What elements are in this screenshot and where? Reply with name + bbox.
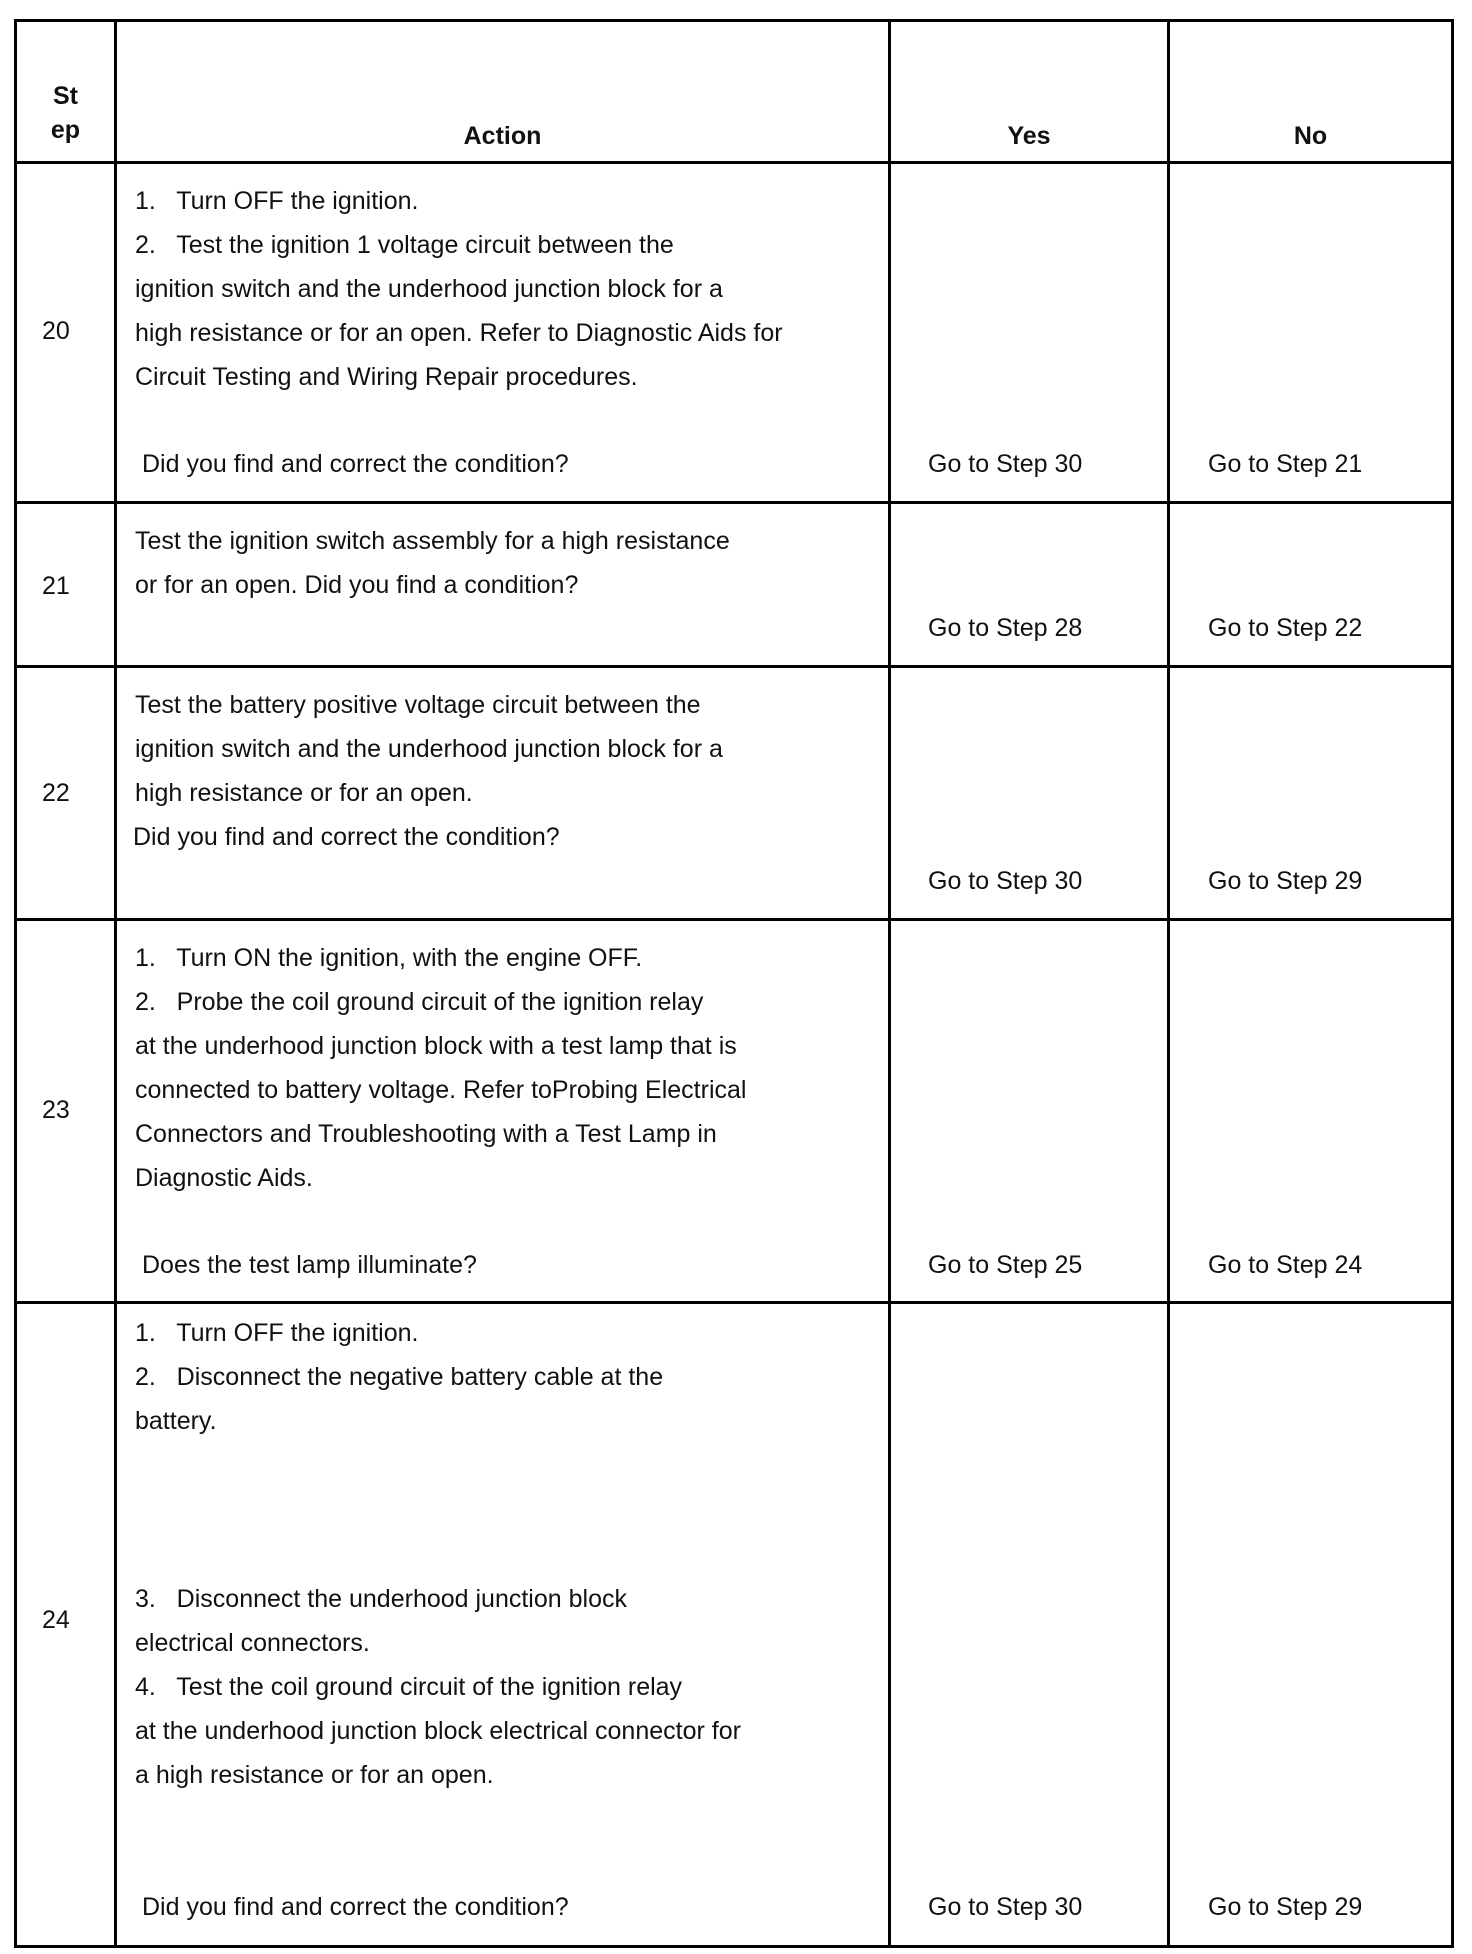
no-result: Go to Step 24	[1208, 1251, 1363, 1279]
header-divider	[14, 161, 1454, 164]
yes-result: Go to Step 30	[928, 450, 1083, 478]
action-line: ignition switch and the underhood junction block for a	[135, 735, 723, 763]
action-line: electrical connectors.	[135, 1629, 370, 1657]
action-line: 1. Turn OFF the ignition.	[135, 1319, 419, 1347]
header-step-line-1: St	[53, 82, 78, 110]
action-line: Did you find and correct the condition?	[133, 823, 560, 851]
column-divider	[114, 19, 117, 1948]
action-line: ignition switch and the underhood junction block for a	[135, 275, 723, 303]
row-divider	[14, 1301, 1454, 1304]
diagnostic-table	[14, 19, 1454, 1948]
action-line: at the underhood junction block electrical connector for	[135, 1717, 741, 1745]
action-question: Did you find and correct the condition?	[142, 1893, 569, 1921]
table-border-bottom	[14, 1945, 1454, 1948]
header-yes: Yes	[1007, 122, 1051, 150]
action-line: battery.	[135, 1407, 217, 1435]
step-number: 20	[42, 317, 70, 345]
action-question: Did you find and correct the condition?	[142, 450, 569, 478]
action-line: 2. Probe the coil ground circuit of the ignition relay	[135, 988, 704, 1016]
no-result: Go to Step 29	[1208, 1893, 1363, 1921]
action-line: Circuit Testing and Wiring Repair procedures.	[135, 363, 638, 391]
table-border-top	[14, 19, 1454, 22]
yes-result: Go to Step 30	[928, 867, 1083, 895]
no-result: Go to Step 21	[1208, 450, 1363, 478]
header-action: Action	[463, 122, 542, 150]
action-line: Connectors and Troubleshooting with a Test Lamp in	[135, 1120, 717, 1148]
no-result: Go to Step 22	[1208, 614, 1363, 642]
action-line: connected to battery voltage. Refer toProbing Electrical	[135, 1076, 747, 1104]
table-border-left	[14, 19, 17, 1948]
row-divider	[14, 665, 1454, 668]
action-line: high resistance or for an open.	[135, 779, 473, 807]
header-step-line-2: ep	[50, 116, 81, 144]
action-line: 4. Test the coil ground circuit of the ignition relay	[135, 1673, 683, 1701]
row-divider	[14, 918, 1454, 921]
yes-result: Go to Step 25	[928, 1251, 1083, 1279]
action-line: 3. Disconnect the underhood junction block	[135, 1585, 627, 1613]
action-line: 2. Test the ignition 1 voltage circuit between the	[135, 231, 674, 259]
action-line: 1. Turn ON the ignition, with the engine OFF.	[135, 944, 643, 972]
action-line: 2. Disconnect the negative battery cable at the	[135, 1363, 664, 1391]
yes-result: Go to Step 28	[928, 614, 1083, 642]
step-number: 21	[42, 572, 70, 600]
action-line: Diagnostic Aids.	[135, 1164, 313, 1192]
step-number: 22	[42, 779, 70, 807]
step-number: 24	[42, 1606, 70, 1634]
action-line: a high resistance or for an open.	[135, 1761, 494, 1789]
action-question: Does the test lamp illuminate?	[142, 1251, 477, 1279]
row-divider	[14, 501, 1454, 504]
step-number: 23	[42, 1096, 70, 1124]
header-no: No	[1293, 122, 1328, 150]
action-line: Test the ignition switch assembly for a high resistance	[135, 527, 730, 555]
no-result: Go to Step 29	[1208, 867, 1363, 895]
action-line: high resistance or for an open. Refer to Diagnostic Aids for	[135, 319, 783, 347]
table-border-right	[1451, 19, 1454, 1948]
yes-result: Go to Step 30	[928, 1893, 1083, 1921]
action-line: 1. Turn OFF the ignition.	[135, 187, 419, 215]
header-step	[17, 79, 114, 147]
action-line: or for an open. Did you find a condition?	[135, 571, 579, 599]
column-divider	[888, 19, 891, 1948]
action-line: Test the battery positive voltage circuit between the	[135, 691, 701, 719]
column-divider	[1167, 19, 1170, 1948]
action-line: at the underhood junction block with a test lamp that is	[135, 1032, 737, 1060]
